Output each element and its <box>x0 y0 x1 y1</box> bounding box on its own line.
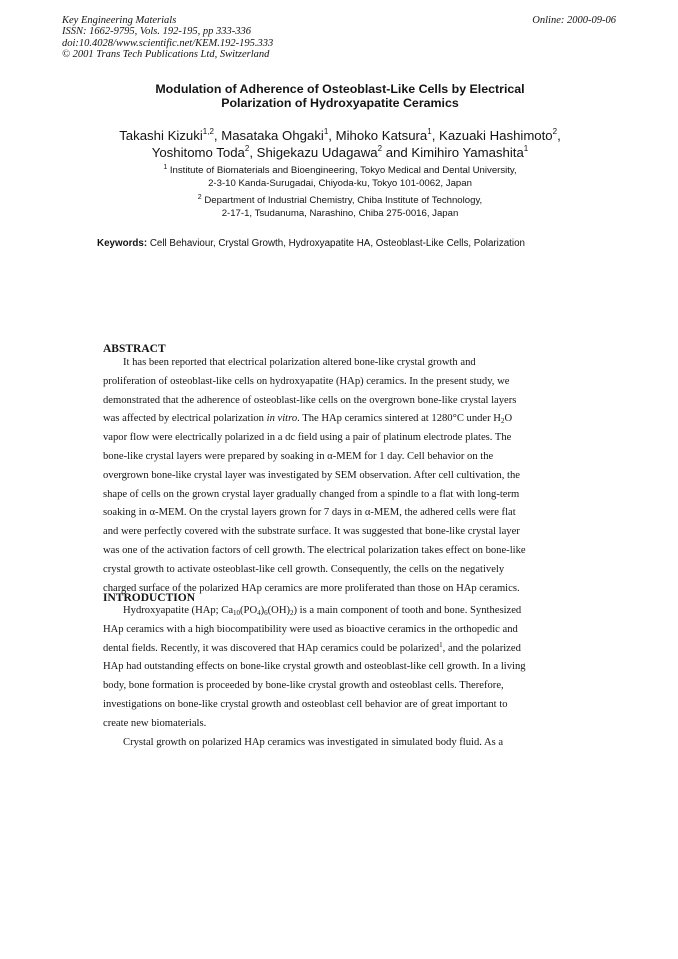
abstract-line <box>103 410 550 429</box>
abstract-heading: ABSTRACT <box>103 343 166 355</box>
abstract-line: proliferation of osteoblast-like cells on hydroxyapatite (HAp) ceramics. In the present study, we <box>103 375 510 387</box>
intro-line: body, bone formation is proceeded by bone-like crystal growth and osteoblast cells. Therefore, <box>103 680 504 692</box>
author-name: , Masataka Ohgaki <box>213 128 324 143</box>
author-affil: 2 <box>244 144 250 153</box>
paper-title <box>60 82 620 110</box>
affiliation-2-line-1 <box>60 195 620 208</box>
affiliation-number: 2 <box>197 194 202 201</box>
author-line-1: Takashi Kizuki$^{1,2}$, Masataka Ohgaki$^1$, Mihoko Katsura$^1$, Kazuaki Hashimoto$^2$, <box>119 127 561 143</box>
abstract-text: O <box>504 413 513 425</box>
affiliation-1 <box>60 165 620 190</box>
author-name: Takashi Kizuki <box>119 128 203 143</box>
author-name: Yoshitomo Toda <box>151 145 245 160</box>
doi-line: doi:10.4028/www.scientific.net/KEM.192-195.333 <box>62 37 274 49</box>
intro-text: (OH) <box>267 605 290 616</box>
title-line-1: Modulation of Adherence of Osteoblast-Like Cells by Electrical <box>155 82 525 96</box>
abstract-line: crystal growth to activate osteoblast-like cell growth. Consequently, the cells on the negatively <box>103 563 505 575</box>
intro-line: HAp had outstanding effects on bone-like crystal growth and osteoblast-like cell growth. In a living <box>103 661 526 673</box>
intro-line: create new biomaterials. <box>103 717 207 729</box>
subscript: 2 <box>290 609 294 617</box>
abstract-line: and were perfectly covered with the substrate surface. It was suggested that bone-like crystal layer <box>103 526 520 538</box>
intro-line: HAp ceramics with a high biocompatibility were used as bioactive ceramics in the orthopedic and <box>103 623 518 635</box>
author-list <box>60 127 620 161</box>
author-name: , Kazuaki Hashimoto <box>431 128 553 143</box>
author-affil: 1 <box>427 127 432 136</box>
author-affil: 1 <box>323 127 329 136</box>
affiliation-text: Institute of Biomaterials and Bioengineering, Tokyo Medical and Dental University, <box>167 165 517 176</box>
intro-text: ) <box>260 605 265 616</box>
author-name: and Kimihiro Yamashita <box>382 145 524 160</box>
abstract-text: was affected by electrical polarization <box>103 413 267 425</box>
abstract-line: demonstrated that the adherence of osteoblast-like cells on the overgrown bone-like crystal layers <box>103 394 517 406</box>
abstract-line: was one of the activation factors of cell growth. The electrical polarization takes effect on bone-like <box>103 544 526 556</box>
author-affil: 1 <box>523 144 529 153</box>
abstract-line: vapor flow were electrically polarized in a dc field using a pair of platinum electrode plates. The <box>103 432 512 444</box>
subscript: 4 <box>257 609 261 617</box>
affiliation-number: 1 <box>163 164 168 171</box>
author-name: , Shigekazu Udagawa <box>249 145 378 160</box>
intro-text: ) is a main component of tooth and bone. Synthesized <box>293 605 522 616</box>
journal-name: Key Engineering Materials <box>62 15 177 26</box>
intro-text: , and the polarized <box>442 642 521 654</box>
intro-text: dental fields. Recently, it was discovered that HAp ceramics could be polarized <box>103 642 440 654</box>
copyright-line: © 2001 Trans Tech Publications Ltd, Switzerland <box>62 49 270 61</box>
author-line-2 <box>60 144 620 161</box>
subscript: 2 <box>500 417 505 426</box>
abstract-italic-text: in vitro <box>266 413 298 425</box>
abstract-line: overgrown bone-like crystal layer was investigated by SEM observation. After cell cultivation, the <box>103 469 520 481</box>
affiliation-1-line-1 <box>60 165 620 178</box>
issn-line: ISSN: 1662-9795, Vols. 192-195, pp 333-336 <box>62 26 251 38</box>
author-affil: 2 <box>377 144 383 153</box>
intro-line: investigations on bone-like crystal growth and osteoblast cell behavior are of great important to <box>103 698 508 710</box>
author-affil: 2 <box>552 127 558 136</box>
abstract-line: shape of cells on the grown crystal layer gradually changed from a spindle to a flat with long-term <box>103 488 520 500</box>
subscript: 6 <box>264 609 268 617</box>
abstract-line: soaking in α-MEM. On the crystal layers grown for 7 days in α-MEM, the adhered cells were flat <box>103 507 516 519</box>
intro-line: Crystal growth on polarized HAp ceramics was investigated in simulated body fluid. As a <box>123 736 504 748</box>
author-name: , Mihoko Katsura <box>328 128 428 143</box>
keywords <box>97 238 597 249</box>
keywords-label: Keywords: <box>97 238 148 249</box>
abstract-line: bone-like crystal layers were prepared by soaking in α-MEM for 1 day. Cell behavior on the <box>103 450 494 462</box>
online-date: Online: 2000-09-06 <box>532 15 616 26</box>
affiliation-text: Department of Industrial Chemistry, Chiba Institute of Technology, <box>201 195 483 206</box>
citation-ref: 1 <box>439 640 443 649</box>
abstract-line: It has been reported that electrical polarization altered bone-like crystal growth and <box>123 357 476 368</box>
keywords-text: Cell Behaviour, Crystal Growth, Hydroxyapatite HA, Osteoblast-Like Cells, Polarization <box>147 238 525 249</box>
intro-line <box>103 602 550 621</box>
affiliation-2-line-2: 2-17-1, Tsudanuma, Narashino, Chiba 275-0016, Japan <box>221 207 459 219</box>
introduction-body <box>103 602 550 752</box>
abstract-text: . The HAp ceramics sintered at 1280°C under H <box>297 413 501 425</box>
subscript: 10 <box>233 609 241 617</box>
affiliation-1-line-2: 2-3-10 Kanda-Surugadai, Chiyoda-ku, Tokyo 101-0062, Japan <box>208 177 472 189</box>
introduction-heading: INTRODUCTION <box>103 592 196 604</box>
journal-header <box>62 15 622 61</box>
abstract-body <box>103 354 550 598</box>
title-line-2: Polarization of Hydroxyapatite Ceramics <box>221 96 459 110</box>
intro-text: Hydroxyapatite (HAp; Ca <box>123 605 234 616</box>
author-affil: 1,2 <box>202 127 214 136</box>
abstract-line: charged surface of the polarized HAp ceramics are more proliferated than those on HAp ceramics. <box>103 582 520 594</box>
intro-line <box>103 640 550 659</box>
affiliation-2 <box>60 195 620 220</box>
intro-text: (PO <box>240 605 258 616</box>
